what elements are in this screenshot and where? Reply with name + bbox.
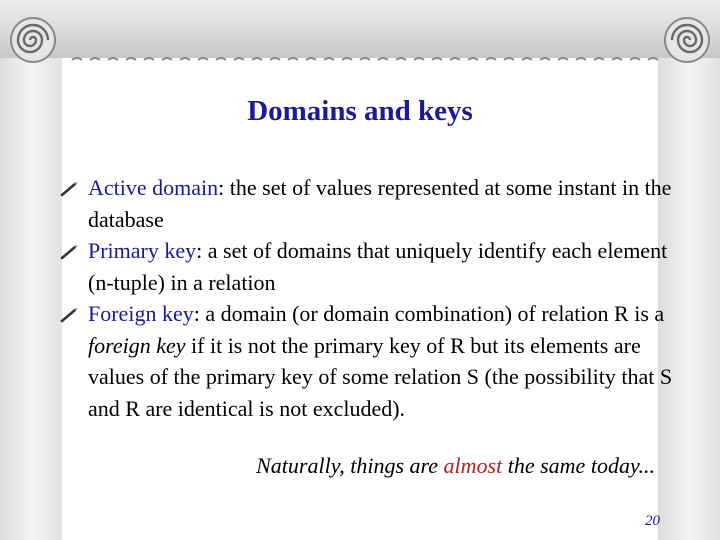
spiral-volute-icon [665,18,709,62]
term-primary-key: Primary key [88,238,197,263]
frame-dentil [540,58,550,60]
pen-bullet-icon [60,181,78,197]
bullet-item-foreign-key [60,298,680,424]
bullet-item-active-domain [60,172,680,235]
frame-dentil [180,58,190,60]
frame-dentil [450,58,460,60]
slide-title: Domains and keys [247,95,473,127]
frame-dentil [630,58,640,60]
frame-dentil [360,58,370,60]
frame-dentil [594,58,604,60]
frame-dentil [270,58,280,60]
term-foreign-key: Foreign key [88,301,194,326]
foreign-key-emphasis: foreign key [88,332,186,358]
frame-dentil [486,58,496,60]
conclusion-before: Naturally, things are [256,453,444,478]
bullet-item-primary-key [60,235,680,298]
conclusion-accent: almost [443,453,503,478]
frame-dentil [468,58,478,60]
bullet-list [60,172,680,424]
frame-dentil [522,58,532,60]
definition-active-domain: : the set of values represented at some instant in the database [88,175,672,232]
conclusion-line [0,453,720,479]
frame-dentil [504,58,514,60]
frame-dentil [252,58,262,60]
frame-dentil [198,58,208,60]
frame-dentil [576,58,586,60]
frame-dentil [396,58,406,60]
frame-dentil [216,58,226,60]
definition-primary-key: : a set of domains that uniquely identify each element (n-tuple) in a relation [88,238,668,295]
frame-dentil [288,58,298,60]
page-number: 20 [645,513,660,529]
pen-bullet-icon [60,307,78,323]
conclusion-after: the same today... [502,453,655,478]
pen-bullet-icon [60,244,78,260]
frame-dentil [648,58,658,60]
frame-dentil [432,58,442,60]
frame-dentil [126,58,136,60]
definition-foreign-key-start: : a domain (or domain combination) of relation R is a [193,301,665,326]
frame-dentil [90,58,100,60]
frame-dentil [324,58,334,60]
definition-foreign-key-end: if it is not the primary key of R but its elements are values of the primary key of some relation S (the possibility that S and R are identical is not excluded). [88,332,673,421]
spiral-volute-icon [11,18,55,62]
frame-dentil [234,58,244,60]
term-active-domain: Active domain [88,175,219,200]
frame-dentil [72,58,82,60]
frame-dentil [306,58,316,60]
frame-dentil [342,58,352,60]
frame-dentil [144,58,154,60]
frame-dentil [378,58,388,60]
frame-dentil [162,58,172,60]
frame-dentil [558,58,568,60]
frame-dentil [108,58,118,60]
frame-dentil [612,58,622,60]
frame-dentil [414,58,424,60]
